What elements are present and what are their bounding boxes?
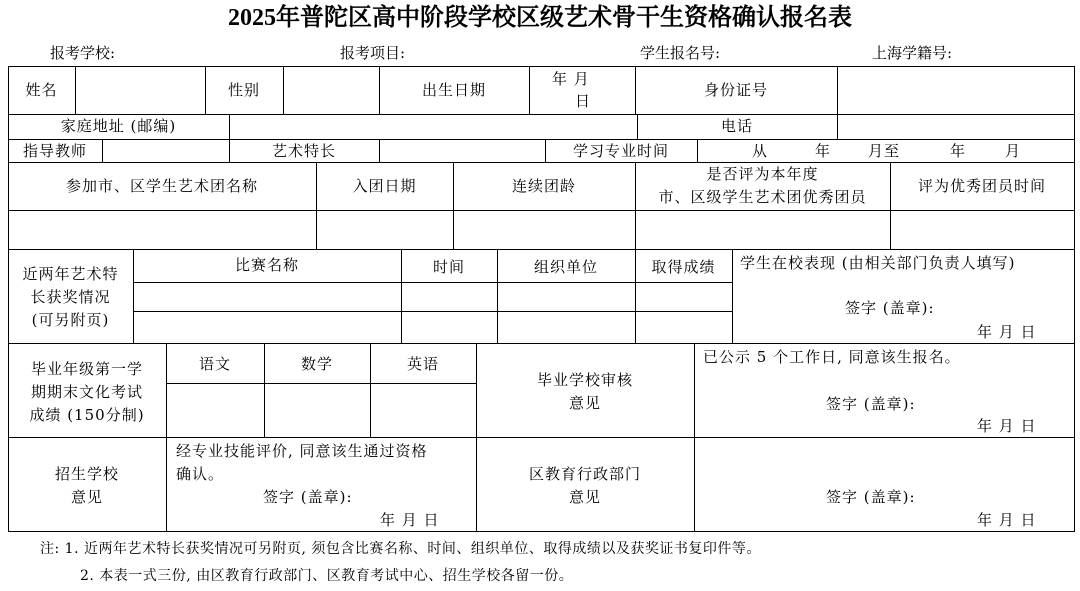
admission-school-label-1: 招生学校 [54, 465, 119, 483]
district-dept-label-1: 区教育行政部门 [528, 465, 641, 483]
period-year-2: 年 [950, 142, 967, 160]
school-review-label-1: 毕业学校审核 [536, 371, 633, 389]
study-time-label: 学习专业时间 [572, 142, 669, 160]
grades-label-line2: 期期末文化考试 [30, 383, 143, 401]
grades-label-line1: 毕业年级第一学 [30, 360, 143, 378]
birth-date-label: 出生日期 [421, 81, 486, 99]
name-label: 姓名 [25, 81, 58, 99]
note-1: 注: 1. 近两年艺术特长获奖情况可另附页, 须包含比赛名称、时间、组织单位、取得成绩以及获奖证书复印件等。 [40, 541, 761, 557]
student-reg-no-label: 学生报名号: [640, 44, 721, 62]
awards-label-line1: 近两年艺术特 [22, 265, 119, 283]
district-dept-label-2: 意见 [568, 488, 601, 506]
form-title: 2025年普陀区高中阶段学校区级艺术骨干生资格确认报名表 [228, 5, 852, 31]
shanghai-student-id-label: 上海学籍号: [872, 44, 953, 62]
admission-opinion-line2: 确认。 [176, 465, 225, 483]
publicity-statement: 已公示 5 个工作日, 同意该生报名。 [703, 348, 961, 366]
period-from: 从 [752, 142, 769, 160]
competition-name-header: 比赛名称 [234, 256, 299, 274]
name-field[interactable] [76, 67, 204, 114]
grades-label-line3: 成绩 (150分制) [29, 406, 145, 424]
chinese-header: 语文 [198, 355, 231, 373]
chinese-score-field[interactable] [167, 384, 264, 437]
district-dept-date: 年 月 日 [977, 511, 1037, 529]
review-sign: 签字 (盖章): [826, 395, 916, 413]
home-address-label: 家庭地址 (邮编) [60, 117, 177, 135]
admission-opinion-line1: 经专业技能评价, 同意该生通过资格 [176, 442, 428, 460]
english-header: 英语 [406, 355, 439, 373]
admission-sign: 签字 (盖章): [263, 488, 353, 506]
note-2: 2. 本表一式三份, 由区教育行政部门、区教育考试中心、招生学校各留一份。 [80, 568, 574, 584]
join-date-label: 入团日期 [352, 177, 417, 195]
birth-year-month[interactable]: 年 月 [552, 70, 590, 88]
exam-school-label: 报考学校: [50, 44, 116, 62]
period-month-2: 月 [1005, 142, 1022, 160]
school-review-label-2: 意见 [568, 394, 601, 412]
art-specialty-label: 艺术特长 [271, 142, 336, 160]
awards-label-line2: 长获奖情况 [30, 288, 111, 306]
performance-sign: 签字 (盖章): [845, 299, 935, 317]
district-dept-sign: 签字 (盖章): [826, 488, 916, 506]
period-month-to: 月至 [868, 142, 901, 160]
gender-label: 性别 [227, 81, 260, 99]
organizer-header: 组织单位 [533, 258, 598, 276]
gender-field[interactable] [284, 67, 378, 114]
id-number-field[interactable] [838, 67, 1074, 114]
period-year-1: 年 [815, 142, 832, 160]
time-header: 时间 [432, 258, 465, 276]
admission-date: 年 月 日 [380, 511, 440, 529]
math-header: 数学 [300, 355, 333, 373]
art-specialty-field[interactable] [380, 140, 545, 162]
phone-field[interactable] [838, 115, 1074, 138]
performance-date: 年 月 日 [977, 323, 1037, 341]
math-score-field[interactable] [265, 384, 370, 437]
excellent-member-question-2: 市、区级学生艺术团优秀团员 [658, 188, 867, 206]
review-date: 年 月 日 [977, 417, 1037, 435]
exam-project-label: 报考项目: [340, 44, 406, 62]
birth-day[interactable]: 日 [575, 92, 592, 110]
awards-label-line3: (可另附页) [31, 311, 110, 329]
excellent-member-question-1: 是否评为本年度 [706, 165, 819, 183]
instructor-field[interactable] [103, 140, 229, 162]
admission-school-label-2: 意见 [70, 488, 103, 506]
phone-label: 电话 [720, 117, 753, 135]
continuous-years-label: 连续团龄 [511, 177, 576, 195]
id-number-label: 身份证号 [703, 81, 768, 99]
school-performance-label: 学生在校表现 (由相关部门负责人填写) [740, 254, 1016, 272]
result-header: 取得成绩 [651, 258, 716, 276]
home-address-field[interactable] [230, 115, 636, 138]
excellent-time-label: 评为优秀团员时间 [917, 177, 1046, 195]
art-troupe-name-label: 参加市、区学生艺术团名称 [65, 177, 258, 195]
english-score-field[interactable] [371, 384, 476, 437]
instructor-label: 指导教师 [22, 142, 87, 160]
